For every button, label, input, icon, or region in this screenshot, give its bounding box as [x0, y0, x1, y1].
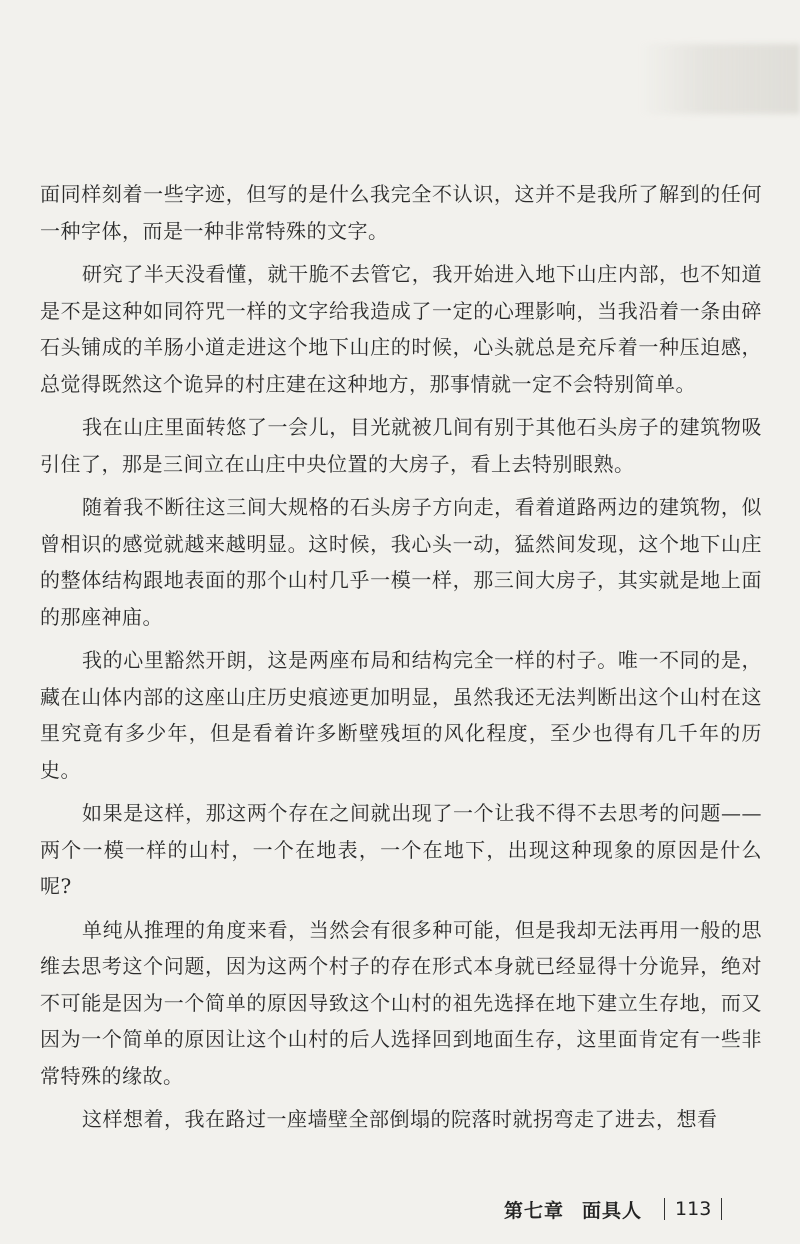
paragraph-4: 随着我不断往这三间大规格的石头房子方向走，看着道路两边的建筑物，似曾相识的感觉就越来越明显。这时候，我心头一动，猛然间发现，这个地下山庄的整体结构跟地表面的那个山村几乎一模一样，那三间大房子，其实就是地上面的那座神庙。 [40, 495, 762, 629]
paragraph-5: 我的心里豁然开朗，这是两座布局和结构完全一样的村子。唯一不同的是，藏在山体内部的这座山庄历史痕迹更加明显，虽然我还无法判断出这个山村在这里究竟有多少年，但是看着许多断壁残垣的风化程度，至少也得有几千年的历史。 [40, 648, 762, 782]
paragraph-6: 如果是这样，那这两个存在之间就出现了一个让我不得不去思考的问题——两个一模一样的山村，一个在地表，一个在地下，出现这种现象的原因是什么呢? [40, 801, 762, 898]
chapter-label: 第七章 [504, 1199, 565, 1222]
body-text [40, 176, 762, 1145]
paragraph-1: 面同样刻着一些字迹，但写的是什么我完全不认识，这并不是我所了解到的任何一种字体，而是一种非常特殊的文字。 [40, 182, 762, 243]
chapter-title: 面具人 [582, 1199, 643, 1222]
page-number: 113 [675, 1198, 712, 1220]
paragraph-2: 研究了半天没看懂，就干脆不去管它，我开始进入地下山庄内部，也不知道是不是这种如同符咒一样的文字给我造成了一定的心理影响，当我沿着一条由碎石头铺成的羊肠小道走进这个地下山庄的时候，心头就总是充斥着一种压迫感，总觉得既然这个诡异的村庄建在这种地方，那事情就一定不会特别简单。 [40, 262, 762, 396]
bleed-through-mark [640, 44, 800, 114]
paragraph-3: 我在山庄里面转悠了一会儿，目光就被几间有别于其他石头房子的建筑物吸引住了，那是三间立在山庄中央位置的大房子，看上去特别眼熟。 [40, 415, 762, 476]
footer-divider-left [664, 1198, 665, 1220]
paragraph-7: 单纯从推理的角度来看，当然会有很多种可能，但是我却无法再用一般的思维去思考这个问题，因为这两个村子的存在形式本身就已经显得十分诡异，绝对不可能是因为一个简单的原因导致这个山村的祖先选择在地下建立生存地，而又因为一个简单的原因让这个山村的后人选择回到地面生存，这里面肯定有一些非常特殊的缘故。 [40, 917, 762, 1088]
paragraph-8: 这样想着，我在路过一座墙壁全部倒塌的院落时就拐弯走了进去，想看 [82, 1107, 718, 1131]
footer-divider-right [721, 1198, 722, 1220]
page-footer [504, 1194, 732, 1224]
